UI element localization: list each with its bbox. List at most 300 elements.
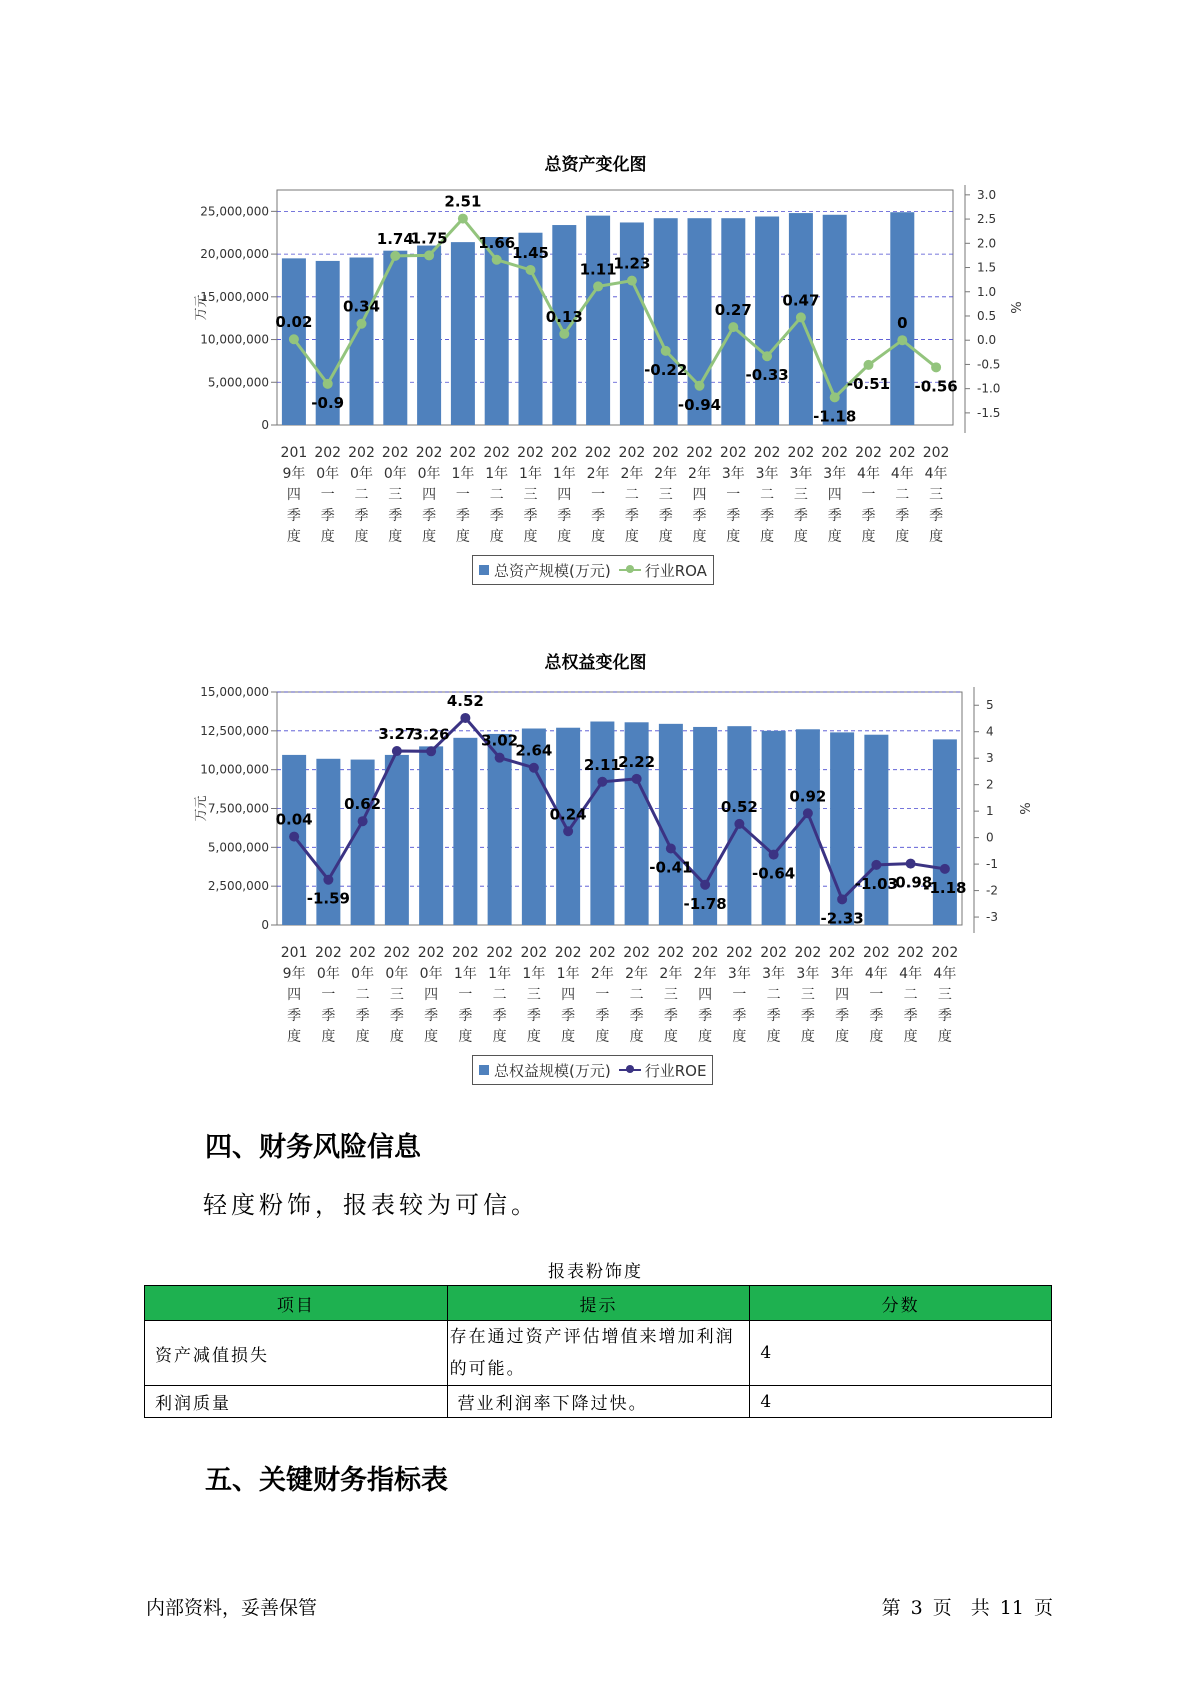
x-tick-label: 四	[835, 987, 850, 1003]
y2-tick-label: 1.0	[977, 284, 997, 299]
x-tick-label: 季	[320, 508, 335, 524]
x-tick-label: 202	[828, 945, 856, 961]
x-tick-label: 度	[726, 529, 741, 545]
line-point	[593, 281, 603, 291]
x-tick-label: 1年	[451, 466, 475, 482]
x-tick-label: 202	[483, 445, 511, 461]
line-point	[495, 753, 505, 763]
x-tick-label: 202	[348, 445, 375, 461]
chart2-legend	[472, 1055, 713, 1085]
x-tick-label: 202	[863, 945, 890, 961]
x-tick-label: 二	[895, 487, 910, 503]
line-point	[666, 843, 676, 853]
footer-page-number: 第 3 页 共 11 页	[881, 1597, 1053, 1619]
y2-tick-label: -0.5	[977, 357, 1001, 372]
x-tick-label: 二	[354, 487, 369, 503]
x-tick-label: 0年	[385, 966, 409, 982]
x-tick-label: 二	[489, 487, 504, 503]
x-tick-label: 202	[922, 445, 950, 461]
x-tick-label: 度	[658, 529, 673, 545]
x-tick-label: 1年	[453, 966, 477, 982]
x-tick-label: 2年	[693, 966, 717, 982]
x-tick-label: 度	[624, 529, 639, 545]
x-tick-label: 季	[658, 508, 673, 524]
x-tick-label: 202	[657, 945, 685, 961]
x-tick-label: 季	[287, 1008, 302, 1024]
x-tick-label: 度	[458, 1029, 473, 1045]
data-label: 0	[897, 314, 908, 333]
y2-tick-label: -2	[986, 883, 998, 898]
section5-heading: 五、关键财务指标表	[205, 1465, 448, 1496]
y-tick-label: 0	[261, 918, 269, 932]
x-tick-label: 4年	[933, 966, 957, 982]
x-tick-label: 3年	[721, 466, 745, 482]
data-label: -0.94	[677, 395, 722, 414]
line-point	[390, 251, 400, 261]
x-tick-label: 四	[424, 987, 439, 1003]
data-label: 0.04	[275, 810, 313, 829]
table-row	[145, 1321, 1052, 1386]
x-tick-label: 二	[766, 987, 781, 1003]
chart2-title: 总权益变化图	[544, 653, 647, 673]
chart2-legend-bar: 总权益规模(万元)	[494, 1061, 611, 1080]
x-tick-label: 季	[591, 508, 606, 524]
x-tick-label: 季	[663, 1008, 678, 1024]
x-tick-label: 一	[321, 987, 336, 1003]
x-tick-label: 9年	[282, 466, 306, 482]
bar	[654, 218, 678, 425]
data-label: -0.64	[752, 864, 796, 883]
x-tick-label: 四	[557, 487, 572, 503]
x-tick-label: 1年	[556, 966, 580, 982]
bar	[864, 735, 888, 925]
line-point	[837, 894, 847, 904]
data-label: -1.59	[306, 889, 350, 908]
row-score: 4	[750, 1386, 1052, 1418]
x-tick-label: 三	[929, 487, 944, 503]
y-tick-label: 20,000,000	[200, 247, 269, 262]
x-tick-label: 202	[760, 945, 787, 961]
x-tick-label: 度	[526, 1029, 541, 1045]
x-tick-label: 一	[458, 987, 473, 1003]
x-tick-label: 度	[903, 1029, 918, 1045]
x-tick-label: 202	[821, 445, 849, 461]
x-tick-label: 二	[492, 987, 507, 1003]
y-tick-label: 7,500,000	[207, 801, 269, 816]
x-tick-label: 四	[698, 987, 713, 1003]
line-point	[769, 850, 779, 860]
footer-left: 内部资料，妥善保管	[146, 1597, 318, 1619]
x-tick-label: 202	[686, 445, 713, 461]
x-tick-label: 0年	[417, 466, 441, 482]
x-tick-label: 季	[624, 508, 639, 524]
x-tick-label: 9年	[282, 966, 306, 982]
line-point	[529, 763, 539, 773]
x-tick-label: 四	[286, 487, 301, 503]
line-point	[424, 250, 434, 260]
data-label: 0.13	[545, 307, 583, 326]
bar	[933, 739, 957, 925]
data-label: 1.11	[579, 260, 617, 279]
x-tick-label: 2年	[688, 466, 711, 482]
x-tick-label: 202	[383, 945, 411, 961]
x-tick-label: 度	[591, 529, 606, 545]
x-tick-label: 季	[458, 1008, 473, 1024]
x-tick-label: 度	[732, 1029, 747, 1045]
x-tick-label: 度	[320, 529, 335, 545]
line-point	[492, 255, 502, 265]
x-tick-label: 度	[489, 529, 504, 545]
x-tick-label: 度	[286, 529, 301, 545]
y2-tick-label: 2.5	[977, 212, 997, 227]
line-point	[931, 362, 941, 372]
x-tick-label: 202	[517, 445, 544, 461]
y2-tick-label: -1	[986, 857, 998, 872]
line-point	[796, 312, 806, 322]
x-tick-label: 季	[492, 1008, 507, 1024]
y-axis-label: 万元	[194, 795, 209, 822]
x-tick-label: 度	[895, 529, 910, 545]
data-label: 0.24	[549, 805, 587, 824]
section4-heading: 四、财务风险信息	[205, 1132, 421, 1163]
y-tick-label: 25,000,000	[200, 204, 269, 219]
x-tick-label: 202	[452, 945, 479, 961]
line-point	[734, 819, 744, 829]
line-point	[563, 826, 573, 836]
x-tick-label: 季	[422, 508, 437, 524]
row-hint: 存在通过资产评估增值来增加利润的可能。	[447, 1321, 750, 1386]
x-tick-label: 2年	[590, 966, 614, 982]
x-tick-label: 201	[280, 445, 308, 461]
x-tick-label: 2年	[586, 466, 610, 482]
x-tick-label: 季	[489, 508, 504, 524]
chart1-title: 总资产变化图	[544, 155, 647, 175]
y-axis-label: 万元	[194, 294, 209, 321]
x-tick-label: 度	[455, 529, 470, 545]
line-point	[597, 777, 607, 787]
y-tick-label: 10,000,000	[200, 332, 269, 347]
x-tick-label: 3年	[762, 966, 786, 982]
y2-tick-label: -1.5	[977, 405, 1001, 420]
x-tick-label: 度	[861, 529, 876, 545]
chart2-legend-line: 行业ROE	[644, 1061, 707, 1080]
row-item: 资产减值损失	[145, 1321, 448, 1386]
x-tick-label: 度	[321, 1029, 336, 1045]
x-tick-label: 度	[692, 529, 707, 545]
x-tick-label: 202	[584, 445, 612, 461]
x-tick-label: 三	[389, 987, 404, 1003]
line-point	[289, 334, 299, 344]
x-tick-label: 度	[869, 1029, 884, 1045]
x-tick-label: 202	[449, 445, 477, 461]
x-tick-label: 三	[663, 987, 678, 1003]
line-point	[803, 808, 813, 818]
bar	[688, 218, 712, 425]
x-tick-label: 季	[354, 508, 369, 524]
x-tick-label: 202	[554, 945, 582, 961]
x-tick-label: 度	[800, 1029, 815, 1045]
line-point	[627, 276, 637, 286]
x-tick-label: 三	[523, 487, 538, 503]
x-tick-label: 一	[861, 487, 876, 503]
x-tick-label: 202	[652, 445, 680, 461]
x-tick-label: 季	[903, 1008, 918, 1024]
x-tick-label: 1年	[522, 966, 546, 982]
y-tick-label: 5,000,000	[207, 840, 269, 855]
x-tick-label: 三	[937, 987, 952, 1003]
x-tick-label: 201	[280, 945, 308, 961]
x-tick-label: 二	[629, 987, 644, 1003]
bar	[721, 218, 745, 425]
x-tick-label: 季	[595, 1008, 610, 1024]
data-label: -0.9	[311, 393, 345, 412]
line-point	[830, 392, 840, 402]
x-tick-label: 度	[389, 1029, 404, 1045]
y2-tick-label: 2	[986, 777, 994, 792]
line-point	[289, 832, 299, 842]
x-tick-label: 季	[835, 1008, 850, 1024]
y2-tick-label: 1	[986, 804, 994, 819]
bar	[762, 731, 786, 925]
x-tick-label: 三	[793, 487, 808, 503]
x-tick-label: 202	[349, 945, 376, 961]
x-tick-label: 季	[321, 1008, 336, 1024]
row-score: 4	[750, 1321, 1052, 1386]
x-tick-label: 1年	[485, 466, 509, 482]
x-tick-label: 度	[595, 1029, 610, 1045]
data-label: -2.33	[820, 909, 864, 928]
bar-legend-swatch	[479, 1065, 489, 1075]
data-label: 0.62	[344, 795, 382, 814]
x-tick-label: 202	[589, 945, 616, 961]
y-tick-label: 10,000,000	[200, 762, 269, 777]
x-tick-label: 4年	[864, 966, 888, 982]
y-tick-label: 15,000,000	[200, 289, 269, 304]
data-label: 3.27	[378, 725, 416, 744]
line-point	[357, 319, 367, 329]
x-tick-label: 季	[698, 1008, 713, 1024]
y2-tick-label: 0	[986, 830, 994, 845]
x-tick-label: 度	[388, 529, 403, 545]
x-tick-label: 季	[286, 508, 301, 524]
x-tick-label: 202	[719, 445, 747, 461]
x-tick-label: 3年	[755, 466, 779, 482]
data-label: 1.75	[410, 229, 448, 248]
x-tick-label: 一	[591, 487, 606, 503]
data-label: 1.23	[613, 254, 651, 273]
data-label: -0.98	[889, 873, 933, 892]
line-point	[460, 713, 470, 723]
x-tick-label: 季	[561, 1008, 576, 1024]
x-tick-label: 202	[550, 445, 578, 461]
x-tick-label: 3年	[830, 966, 854, 982]
x-tick-label: 季	[388, 508, 403, 524]
x-tick-label: 202	[726, 945, 753, 961]
line-point	[392, 746, 402, 756]
table-caption: 报表粉饰度	[548, 1262, 643, 1282]
bar	[620, 222, 644, 425]
x-tick-label: 度	[561, 1029, 576, 1045]
data-label: 1.45	[511, 243, 550, 262]
x-tick-label: 度	[698, 1029, 713, 1045]
data-label: 0.52	[720, 797, 758, 816]
x-tick-label: 一	[320, 487, 335, 503]
data-label: -1.03	[854, 874, 898, 893]
bar	[586, 216, 610, 425]
bar	[755, 216, 779, 425]
data-label: 3.02	[481, 731, 519, 750]
x-tick-label: 三	[800, 987, 815, 1003]
line-point	[526, 265, 536, 275]
x-tick-label: 202	[855, 445, 882, 461]
line-point	[559, 329, 569, 339]
x-tick-label: 202	[520, 945, 548, 961]
x-tick-label: 度	[523, 529, 538, 545]
x-tick-label: 度	[766, 1029, 781, 1045]
y-tick-label: 5,000,000	[207, 375, 269, 390]
x-tick-label: 季	[692, 508, 707, 524]
data-label: 0.92	[789, 787, 827, 806]
y2-tick-label: 1.5	[977, 260, 997, 275]
data-label: 0.02	[275, 313, 313, 332]
x-tick-label: 季	[869, 1008, 884, 1024]
x-tick-label: 202	[691, 945, 719, 961]
bar	[796, 729, 820, 925]
x-tick-label: 202	[888, 445, 916, 461]
data-label: -1.18	[923, 878, 967, 897]
bar-legend-swatch	[479, 565, 489, 575]
x-tick-label: 四	[827, 487, 842, 503]
data-label: -0.33	[745, 366, 789, 385]
x-tick-label: 四	[692, 487, 707, 503]
x-tick-label: 季	[726, 508, 741, 524]
x-tick-label: 度	[929, 529, 944, 545]
whitewash-table	[144, 1285, 1052, 1418]
bar	[485, 237, 509, 425]
x-tick-label: 四	[287, 987, 302, 1003]
x-tick-label: 度	[424, 1029, 439, 1045]
bar	[453, 738, 477, 925]
x-tick-label: 二	[903, 987, 918, 1003]
x-tick-label: 度	[354, 529, 369, 545]
equity-chart	[0, 680, 1191, 1050]
x-tick-label: 度	[827, 529, 842, 545]
x-tick-label: 季	[526, 1008, 541, 1024]
y2-tick-label: 3.0	[977, 187, 997, 202]
data-label: 0.47	[782, 291, 820, 310]
x-tick-label: 季	[895, 508, 910, 524]
x-tick-label: 四	[561, 987, 576, 1003]
x-tick-label: 一	[869, 987, 884, 1003]
x-tick-label: 一	[732, 987, 747, 1003]
x-tick-label: 2年	[620, 466, 644, 482]
line-legend-swatch	[619, 569, 641, 571]
line-point	[762, 351, 772, 361]
x-tick-label: 3年	[789, 466, 813, 482]
x-tick-label: 一	[595, 987, 610, 1003]
x-tick-label: 季	[629, 1008, 644, 1024]
y-tick-label: 12,500,000	[200, 723, 269, 738]
data-label: 0.34	[342, 297, 381, 316]
x-tick-label: 季	[827, 508, 842, 524]
risk-summary: 轻度粉饰，报表较为可信。	[203, 1191, 539, 1219]
x-tick-label: 0年	[383, 466, 407, 482]
x-tick-label: 4年	[890, 466, 914, 482]
x-tick-label: 季	[793, 508, 808, 524]
y2-tick-label: 4	[986, 724, 994, 739]
y2-axis-label: %	[1007, 301, 1022, 314]
chart1-legend-line: 行业ROA	[644, 561, 707, 580]
y2-tick-label: -3	[986, 910, 998, 925]
y2-tick-label: 3	[986, 751, 994, 766]
x-tick-label: 季	[355, 1008, 370, 1024]
line-point	[323, 875, 333, 885]
x-tick-label: 度	[557, 529, 572, 545]
x-tick-label: 202	[417, 945, 445, 961]
line-point	[906, 859, 916, 869]
x-tick-label: 季	[861, 508, 876, 524]
x-tick-label: 度	[287, 1029, 302, 1045]
x-tick-label: 202	[753, 445, 781, 461]
x-tick-label: 二	[760, 487, 775, 503]
data-label: -1.78	[683, 894, 727, 913]
data-label: 3.26	[412, 725, 450, 744]
data-label: 1.66	[478, 233, 516, 252]
line-point	[323, 379, 333, 389]
data-label: -1.18	[813, 407, 857, 426]
line-legend-swatch	[619, 1069, 641, 1071]
line-point	[940, 864, 950, 874]
x-tick-label: 季	[937, 1008, 952, 1024]
x-tick-label: 1年	[552, 466, 576, 482]
y2-tick-label: 0.0	[977, 333, 997, 348]
data-label: -0.51	[846, 374, 891, 393]
table-row	[145, 1386, 1052, 1418]
line-point	[661, 346, 671, 356]
x-tick-label: 度	[937, 1029, 952, 1045]
x-tick-label: 度	[422, 529, 437, 545]
x-tick-label: 202	[623, 945, 650, 961]
y-tick-label: 2,500,000	[207, 879, 269, 894]
line-point	[458, 214, 468, 224]
bar	[417, 246, 441, 425]
x-tick-label: 202	[314, 445, 342, 461]
table-header-row	[145, 1286, 1052, 1321]
x-tick-label: 季	[800, 1008, 815, 1024]
x-tick-label: 季	[557, 508, 572, 524]
assets-chart	[0, 180, 1191, 550]
y2-tick-label: 2.0	[977, 236, 997, 251]
x-tick-label: 202	[381, 445, 409, 461]
x-tick-label: 度	[663, 1029, 678, 1045]
x-tick-label: 202	[897, 945, 924, 961]
bar	[419, 746, 443, 925]
x-tick-label: 季	[455, 508, 470, 524]
x-tick-label: 季	[732, 1008, 747, 1024]
line-point	[728, 322, 738, 332]
x-tick-label: 四	[422, 487, 437, 503]
x-tick-label: 三	[526, 987, 541, 1003]
data-label: 2.22	[618, 752, 656, 771]
y2-tick-label: 5	[986, 698, 994, 713]
x-tick-label: 4年	[857, 466, 880, 482]
y-tick-label: 0	[261, 418, 269, 432]
data-label: 4.52	[446, 691, 484, 710]
bar	[383, 251, 407, 425]
x-tick-label: 季	[424, 1008, 439, 1024]
x-tick-label: 度	[793, 529, 808, 545]
x-tick-label: 二	[355, 987, 370, 1003]
